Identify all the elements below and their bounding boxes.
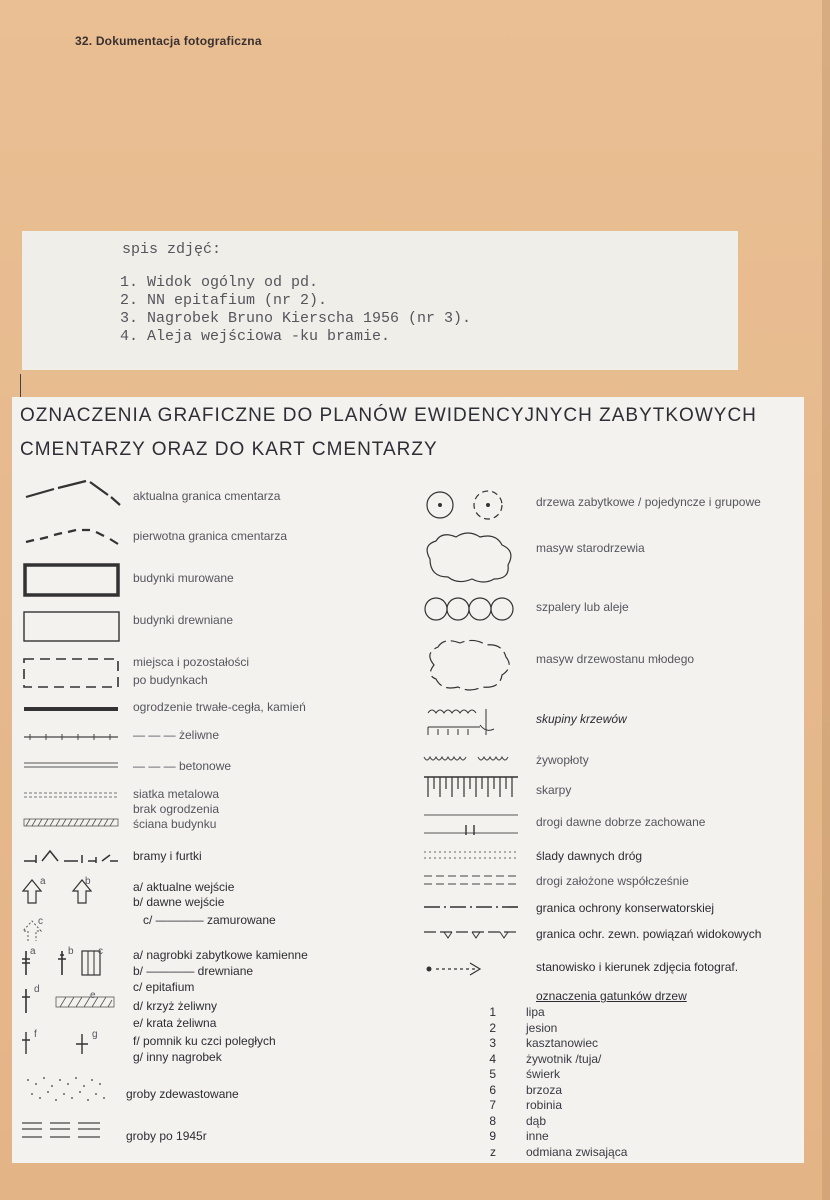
walled-entrance-symbol (20, 917, 50, 945)
symbol-letter: b (68, 946, 74, 957)
legend-label: ściana budynku (133, 817, 217, 831)
devastated-graves-symbol (20, 1072, 120, 1106)
legend-label: miejsca i pozostałości (133, 655, 250, 669)
legend-label: drzewa zabytkowe / pojedyncze i grupowe (536, 495, 761, 509)
legend-label: skupiny krzewów (536, 712, 627, 726)
conservation-boundary-symbol (422, 902, 522, 912)
legend-label: d/ krzyż żeliwny (133, 999, 218, 1013)
hedge-symbol (422, 753, 522, 765)
tree-species-name: żywotnik /tuja/ (526, 1051, 602, 1066)
legend-label: f/ pomnik ku czci poległych (133, 1034, 276, 1048)
legend-label: szpalery lub aleje (536, 600, 629, 614)
tree-species-name: jesion (526, 1020, 558, 1035)
pencil-mark (20, 374, 21, 398)
old-forest-symbol (420, 529, 520, 584)
legend-label: c/ ———— zamurowane (143, 913, 276, 927)
legend-title-line1: OZNACZENIA GRAFICZNE DO PLANÓW EWIDENCYJNYCH ZABYTKOWYCH (20, 405, 757, 426)
tree-number: 8 (489, 1113, 496, 1128)
tree-species-heading: oznaczenia gatunków drzew (536, 989, 687, 1003)
legend-label: bramy i furtki (133, 849, 202, 863)
cast-iron-fence-symbol (22, 731, 122, 743)
legend-title-line2: CMENTARZY ORAZ DO KART CMENTARZY (20, 439, 438, 460)
legend-label: granica ochrony konserwatorskiej (536, 901, 715, 915)
tree-number: 3 (489, 1036, 496, 1050)
symbol-letter: d (34, 984, 40, 995)
road-trace-symbol (422, 849, 522, 861)
symbol-letter: c (98, 946, 103, 957)
tree-number: 6 (489, 1082, 496, 1097)
original-boundary-symbol (24, 522, 124, 548)
list-item: 2. NN epitafium (nr 2). (120, 292, 328, 309)
legend-label: siatka metalowa (133, 787, 220, 801)
building-wall-symbol (22, 817, 122, 829)
symbol-letter: f (34, 1029, 37, 1040)
legend-label: pierwotna granica cmentarza (133, 529, 288, 543)
tree-species-name: robinia (526, 1098, 563, 1112)
tree-number: 4 (489, 1051, 496, 1066)
tree-species-name: kasztanowiec (526, 1036, 599, 1050)
masonry-building-symbol (22, 562, 122, 598)
legend-label: groby po 1945r (126, 1129, 207, 1143)
legend-label: skarpy (536, 783, 572, 797)
photo-list (120, 274, 471, 346)
legend-label: b/ ———— drewniane (133, 964, 254, 978)
tree-species-name: odmiana zwisająca (526, 1144, 628, 1159)
wooden-building-symbol (22, 610, 122, 644)
tree-species-name: inne (526, 1129, 549, 1143)
tree-species-name: dąb (526, 1113, 547, 1128)
entrance-symbols (20, 877, 120, 907)
symbol-letter: c (38, 916, 43, 927)
symbol-letter: g (92, 1029, 98, 1040)
legend-label: aktualna granica cmentarza (133, 489, 281, 503)
tree-number: 9 (489, 1129, 496, 1143)
building-remains-symbol (22, 655, 122, 691)
list-item: 3. Nagrobek Bruno Kierscha 1956 (nr 3). (120, 310, 472, 327)
symbol-letter: a (40, 876, 46, 887)
gates-symbol (22, 847, 122, 867)
tree-number: 2 (489, 1020, 496, 1035)
photo-list-note (22, 231, 738, 370)
legend-label: po budynkach (133, 673, 208, 687)
legend-sheet (12, 397, 804, 1163)
tree-number: z (490, 1144, 496, 1159)
shrub-group-symbol (424, 705, 514, 739)
concrete-fence-symbol (22, 759, 122, 771)
heritage-tree-symbol (422, 485, 512, 525)
legend-label: — — — betonowe (133, 759, 232, 773)
legend-label: ogrodzenie trwałe-cegła, kamień (133, 700, 306, 714)
tree-number: 7 (489, 1098, 496, 1112)
young-forest-symbol (420, 635, 520, 695)
symbol-letter: e (90, 990, 96, 1001)
legend-label: b/ dawne wejście (133, 895, 225, 909)
tree-alley-symbol (422, 595, 522, 623)
symbol-letter: a (30, 946, 36, 957)
sheet-edge (822, 0, 830, 1200)
legend-label: żywopłoty (536, 753, 589, 767)
legend-label: budynki drewniane (133, 613, 234, 627)
legend-label: drogi dawne dobrze zachowane (536, 815, 706, 829)
legend-label: budynki murowane (133, 571, 234, 585)
tree-species-name: świerk (526, 1067, 561, 1081)
legend-label: brak ogrodzenia (133, 802, 220, 816)
photo-list-title: spis zdjęć: (122, 241, 222, 258)
old-road-symbol (422, 811, 522, 837)
view-boundary-symbol (422, 927, 522, 941)
legend-label: c/ epitafium (133, 980, 195, 994)
legend-label: — — — żeliwne (133, 728, 220, 742)
permanent-fence-symbol (22, 703, 122, 715)
post-1945-graves-symbol (20, 1119, 120, 1145)
legend-label: masyw drzewostanu młodego (536, 652, 695, 666)
legend-label: masyw starodrzewia (536, 541, 645, 555)
tree-number: 1 (489, 1005, 496, 1019)
tree-species-name: brzoza (526, 1082, 563, 1097)
legend-label: granica ochr. zewn. powiązań widokowych (536, 927, 762, 941)
legend-label: groby zdewastowane (126, 1087, 239, 1101)
legend-label: g/ inny nagrobek (133, 1050, 222, 1064)
symbol-letter: b (85, 876, 91, 887)
current-boundary-symbol (24, 477, 124, 507)
page-header: 32. Dokumentacja fotograficzna (75, 34, 262, 48)
legend-label: a/ aktualne wejście (133, 880, 235, 894)
legend-label: a/ nagrobki zabytkowe kamienne (133, 948, 308, 962)
legend-label: drogi założone współcześnie (536, 874, 689, 888)
legend-label: stanowisko i kierunek zdjęcia fotograf. (536, 960, 739, 974)
list-item: 1. Widok ogólny od pd. (120, 274, 319, 291)
tree-species-name: lipa (526, 1005, 545, 1019)
tree-number: 5 (489, 1067, 496, 1081)
wire-mesh-symbol (22, 789, 122, 801)
slope-symbol (422, 773, 522, 801)
legend-label: e/ krata żeliwna (133, 1016, 217, 1030)
legend-label: ślady dawnych dróg (536, 849, 643, 863)
modern-road-symbol (422, 872, 522, 888)
list-item: 4. Aleja wejściowa -ku bramie. (120, 328, 391, 345)
camera-position-symbol (424, 957, 484, 977)
